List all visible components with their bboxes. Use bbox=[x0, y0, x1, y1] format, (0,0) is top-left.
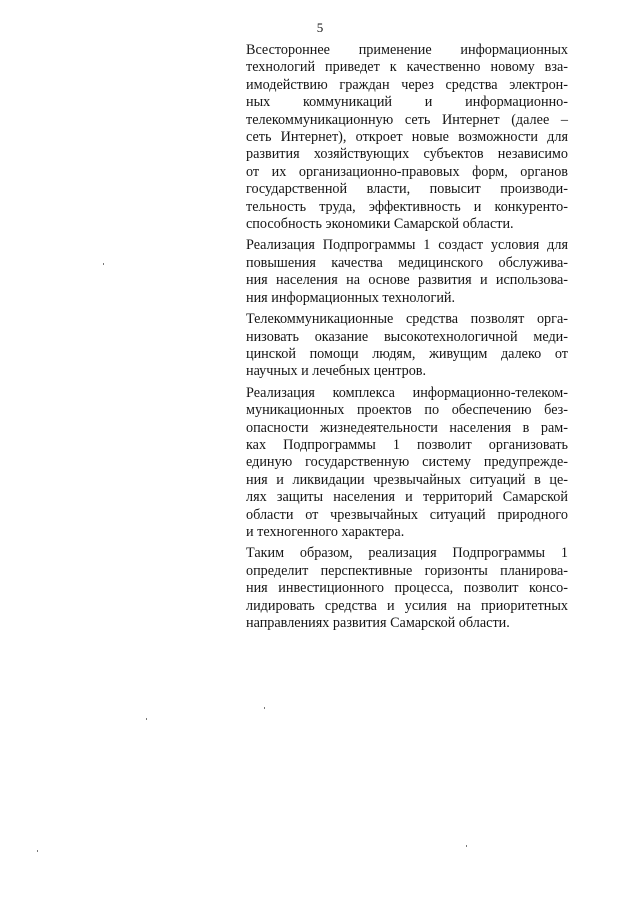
text-line: ния информационных технологий. bbox=[246, 289, 456, 306]
text-line: определит перспективные горизонты планирова- bbox=[246, 562, 568, 579]
text-line: Реализация комплекса информационно-телеком- bbox=[246, 384, 568, 401]
text-line: муникационных проектов по обеспечению без- bbox=[246, 402, 568, 419]
text-line: имодействию граждан через средства электрон- bbox=[246, 76, 568, 93]
text-line: повышения качества медицинского обслужива- bbox=[246, 254, 568, 271]
text-line: технологий приведет к качественно новому вза- bbox=[246, 59, 568, 76]
text-line: ния и ликвидации чрезвычайных ситуаций в це- bbox=[246, 471, 568, 488]
text-line: ния населения на основе развития и использова- bbox=[246, 272, 568, 289]
text-line: области от чрезвычайных ситуаций природного bbox=[246, 506, 568, 523]
text-line: Телекоммуникационные средства позволят орга- bbox=[246, 311, 568, 328]
body-text bbox=[246, 42, 568, 636]
scan-speck bbox=[146, 718, 147, 720]
text-line: цинской помощи людям, живущим далеко от bbox=[246, 345, 568, 362]
text-line: лидировать средства и усилия на приоритетных bbox=[246, 597, 568, 614]
text-line: развития хозяйствующих субъектов независимо bbox=[246, 146, 568, 163]
paragraph-2 bbox=[246, 237, 568, 307]
text-line: низовать оказание высокотехнологичной меди- bbox=[246, 328, 568, 345]
text-line: Реализация Подпрограммы 1 создаст условия для bbox=[246, 237, 568, 254]
text-line: ных коммуникаций и информационно- bbox=[246, 94, 568, 111]
text-line: Всестороннее применение информационных bbox=[246, 42, 568, 58]
text-line: сеть Интернет), откроет новые возможности для bbox=[246, 129, 568, 146]
paragraph-4 bbox=[246, 385, 568, 542]
text-line: единую государственную систему предупрежде- bbox=[246, 454, 568, 471]
scan-speck bbox=[37, 850, 38, 852]
paragraph-5 bbox=[246, 545, 568, 632]
text-line: телекоммуникационную сеть Интернет (далее – bbox=[246, 111, 568, 128]
text-line: лях защиты населения и территорий Самарской bbox=[246, 489, 568, 506]
text-line: Таким образом, реализация Подпрограммы 1 bbox=[246, 545, 568, 562]
scan-speck bbox=[103, 263, 104, 265]
scan-speck bbox=[466, 845, 467, 847]
text-line: государственной власти, повысит производи- bbox=[246, 181, 568, 198]
paragraph-3 bbox=[246, 311, 568, 381]
scan-speck bbox=[264, 707, 265, 709]
text-line: научных и лечебных центров. bbox=[246, 363, 427, 380]
paragraph-1 bbox=[246, 42, 568, 233]
page-number: 5 bbox=[316, 20, 324, 35]
text-line: ния инвестиционного процесса, позволит консо- bbox=[246, 580, 568, 597]
text-line: тельность труда, эффективность и конкуренто- bbox=[246, 198, 568, 215]
text-line: ках Подпрограммы 1 позволит организовать bbox=[246, 436, 568, 453]
text-line: и техногенного характера. bbox=[246, 523, 405, 540]
text-line: направлениях развития Самарской области. bbox=[246, 615, 510, 631]
text-line: от их организационно-правовых форм, органов bbox=[246, 163, 568, 180]
text-line: способность экономики Самарской области. bbox=[246, 216, 514, 233]
text-line: опасности жизнедеятельности населения в рам- bbox=[246, 419, 568, 436]
